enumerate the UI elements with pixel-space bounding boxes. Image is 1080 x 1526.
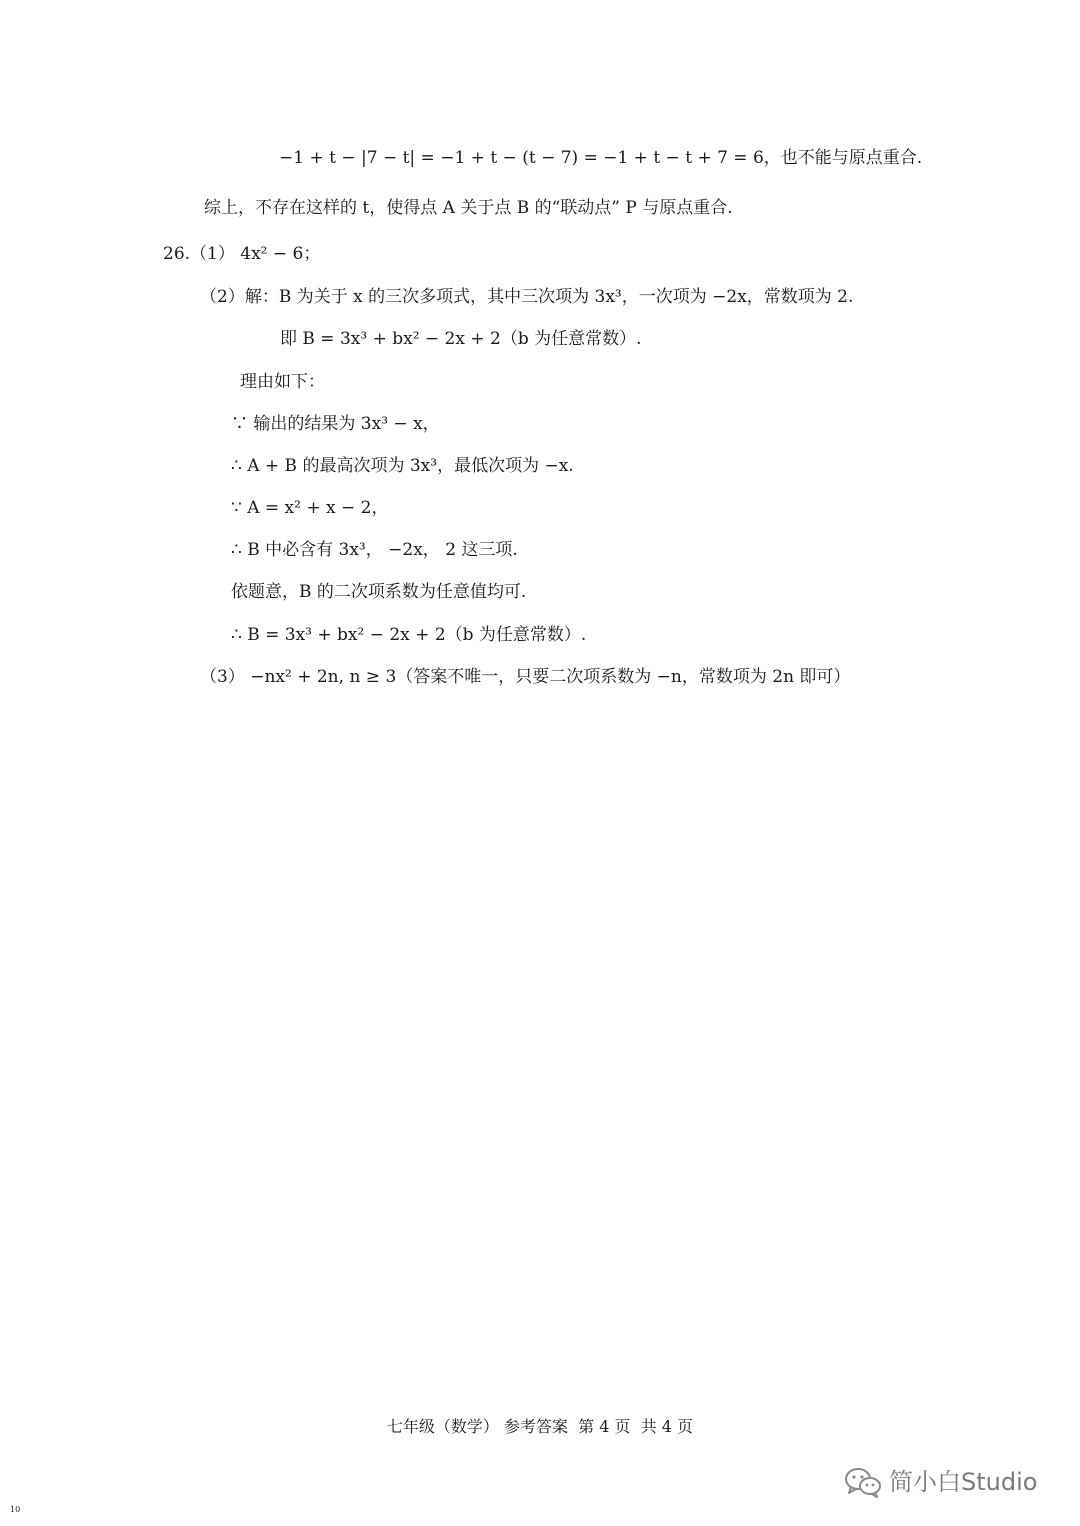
- reason-step-1: ∵ 输出的结果为 3x³ − x，: [231, 414, 440, 434]
- equation-line: −1 + t − |7 − t| = −1 + t − (t − 7) = −1 + t − t + 7 = 6，也不能与原点重合.: [279, 148, 923, 168]
- reason-step-2: ∴ A + B 的最高次项为 3x³，最低次项为 −x.: [231, 456, 574, 476]
- expression-b: 即 B = 3x³ + bx² − 2x + 2（b 为任意常数）.: [280, 329, 642, 349]
- reason-step-5: 依题意，B 的二次项系数为任意值均可.: [231, 582, 527, 602]
- page-number: 10: [10, 1505, 21, 1514]
- reason-conclusion: ∴ B = 3x³ + bx² − 2x + 2（b 为任意常数）.: [231, 625, 587, 645]
- wechat-icon: [843, 1466, 883, 1498]
- question-26-part-3: （3） −nx² + 2n, n ≥ 3（答案不唯一，只要二次项系数为 −n，常数项为 2n 即可）: [200, 667, 851, 687]
- reason-step-3: ∵ A = x² + x − 2，: [231, 498, 389, 518]
- reason-heading: 理由如下：: [240, 372, 325, 392]
- reason-step-4: ∴ B 中必含有 3x³， −2x， 2 这三项.: [231, 540, 518, 560]
- conclusion-text: 综上，不存在这样的 t，使得点 A 关于点 B 的“联动点” P 与原点重合.: [204, 198, 733, 218]
- question-26-part-1: 26.（1） 4x² − 6；: [163, 244, 321, 264]
- page-footer: 七年级（数学） 参考答案 第 4 页 共 4 页: [386, 1417, 694, 1436]
- watermark: [843, 1462, 1037, 1502]
- question-26-part-2-solution: （2）解：B 为关于 x 的三次多项式，其中三次项为 3x³，一次项为 −2x，常数项为 2.: [200, 287, 854, 307]
- watermark-text: 简小白Studio: [889, 1468, 1038, 1496]
